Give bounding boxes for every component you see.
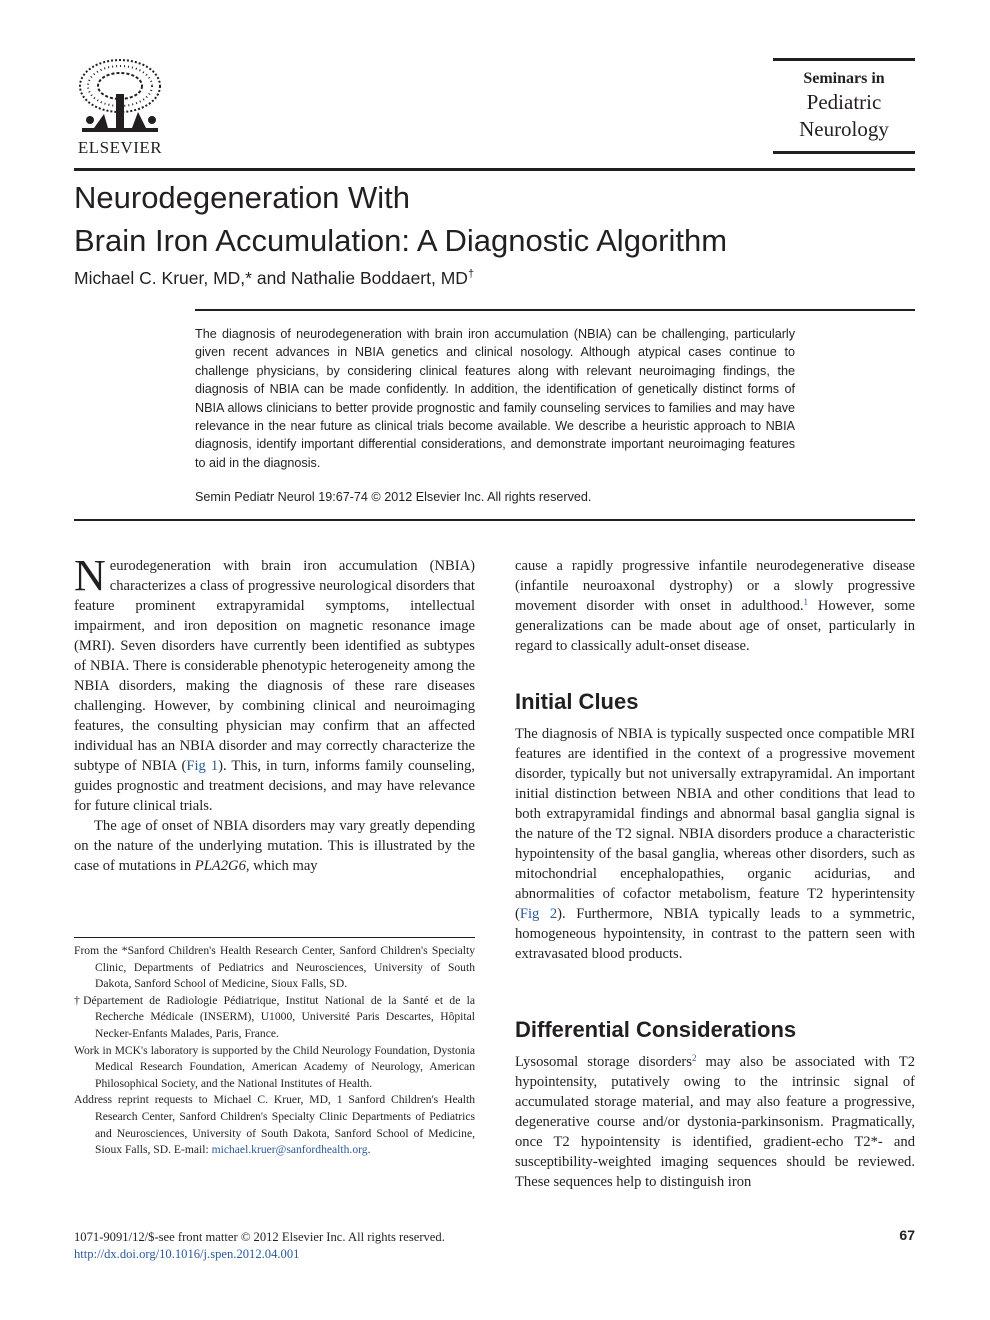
- abstract-top-rule: [195, 309, 915, 311]
- author-2: and Nathalie Boddaert, MD: [251, 268, 468, 288]
- journal-name-line2: Pediatric: [806, 90, 882, 114]
- author-2-affiliation-mark: †: [467, 268, 475, 281]
- intro-text: eurodegeneration with brain iron accumulation (NBIA) characterizes a class of progressive neurological disorders that feature prominent extrapyramidal symptoms, intellectual impairment, and iron deposition on magnetic resonance image (MRI). Seven disorders have currently been identified as subtypes of NBIA. There is considerable phenotypic heterogeneity among the NBIA disorders, making the diagnosis of these rare diseases challenging. However, by combining clinical and neuroimaging features, the consulting physician may confirm that an affected individual has an NBIA disorder and may correctly characterize the subtype of NBIA (: [74, 558, 475, 774]
- author-1-affiliation-mark: *: [245, 268, 252, 288]
- differential-text-end: may also be associated with T2 hypointensity, putatively owing to the intrinsic signal of accumulated storage material, and may also feature a progressive, degenerative course and/or dystonia-parkinsonism. Pragmatically, once T2 hypointensity is identified, gradient-echo T2*- and susceptibility-weighted imaging sequences should be reviewed. These sequences help to distinguish iron: [515, 1054, 915, 1190]
- abstract-bottom-rule: [74, 519, 915, 521]
- title-line1: Neurodegeneration With: [74, 180, 411, 215]
- journal-masthead: [773, 58, 915, 154]
- body-left-column: [74, 551, 476, 876]
- initial-clues-paragraph: [515, 724, 915, 964]
- journal-name-line3: Neurology: [799, 117, 889, 141]
- intro-text-end: ). This, in turn, informs family counseling, guides prognostic and treatment decisions, and may have relevance for future clinical trials.: [74, 758, 476, 814]
- issn-line: 1071-9091/12/$-see front matter © 2012 Elsevier Inc. All rights reserved.: [74, 1230, 445, 1244]
- article-title: [74, 176, 727, 262]
- author-1: Michael C. Kruer, MD,: [74, 268, 246, 288]
- doi-link[interactable]: http://dx.doi.org/10.1016/j.spen.2012.04.001: [74, 1247, 300, 1261]
- footnote-affiliation-1: From the *Sanford Children's Health Research Center, Sanford Children's Specialty Clinic, Departments of Pediatrics and Neurosciences, University of South Dakota, Sanford School of Medicine, Sioux Falls, SD.: [74, 944, 475, 991]
- differential-section: [515, 1052, 915, 1192]
- header-rule: [74, 168, 915, 171]
- fig1-link[interactable]: Fig 1: [186, 758, 219, 774]
- onset-paragraph: [74, 816, 475, 876]
- gene-name: PLA2G6: [194, 858, 246, 874]
- reference-1-link[interactable]: 1: [803, 597, 809, 607]
- section-heading-differential: Differential Considerations: [515, 1017, 797, 1042]
- continuation-paragraph: [515, 556, 915, 656]
- abstract-text: The diagnosis of neurodegeneration with brain iron accumulation (NBIA) can be challenging, particularly given recent advances in NBIA genetics and clinical nosology. Although atypical cases continue to challenge physicians, by considering clinical features along with relevant neuroimaging findings, the diagnosis of NBIA can be made confidently. In addition, the identification of genetically distinct forms of NBIA allows clinicians to better provide prognostic and family counseling services to families and may have relevance in the near future as clinical trials become available. We describe a heuristic approach to NBIA diagnosis, identify important differential considerations, and demonstrate important neuroimaging features to aid in the diagnosis.: [195, 327, 795, 470]
- journal-name-line1: Seminars in: [803, 70, 885, 87]
- footnote-affiliation-2: †Département de Radiologie Pédiatrique, Institut National de la Santé et de la Recherche Médicale (INSERM), U1000, Université Paris Descartes, Hôpital Necker-Enfants Malades, Paris, France.: [74, 993, 475, 1040]
- abstract-citation: Semin Pediatr Neurol 19:67-74 © 2012 Elsevier Inc. All rights reserved.: [195, 490, 592, 504]
- title-line2: Brain Iron Accumulation: A Diagnostic Algorithm: [74, 223, 728, 258]
- onset-text-end: , which may: [245, 858, 318, 874]
- initial-clues-section: [515, 724, 915, 964]
- page-number: 67: [899, 1227, 915, 1243]
- tree-icon: [74, 58, 166, 138]
- footnotes: [74, 943, 475, 1159]
- section-heading-initial-clues: Initial Clues: [515, 689, 639, 714]
- email-link[interactable]: michael.kruer@sanfordhealth.org: [211, 1143, 368, 1157]
- publisher-name: ELSEVIER: [77, 138, 163, 157]
- continuation-text-end: However, some generalizations can be made about age of onset, particularly in regard to classically adult-onset disease.: [515, 598, 915, 654]
- correspondence-text: Address reprint requests to Michael C. Kruer, MD, 1 Sanford Children's Health Research Center, Sanford Children's Specialty Clinic Departments of Pediatrics and Neurosciences, University of South Dakota, Sanford School of Medicine, Sioux Falls, SD. E-mail:: [74, 1093, 475, 1157]
- page-footer: [74, 1229, 445, 1263]
- differential-paragraph: [515, 1052, 915, 1192]
- fig2-link[interactable]: Fig 2: [519, 906, 558, 922]
- initial-clues-text: The diagnosis of NBIA is typically suspected once compatible MRI features are identified in the context of a progressive movement disorder, typically but not universally extrapyramidal. An important initial distinction between NBIA and other conditions that lead to both extrapyramidal findings and abnormal basal ganglia signal is the nature of the T2 signal. NBIA disorders produce a characteristic hypointensity of the basal ganglia, whereas other disorders, such as mitochondrial encephalopathies, organic acidurias, and abnormalities of cofactor metabolism, feature T2 hyperintensity (: [515, 726, 915, 922]
- correspondence-end: .: [367, 1143, 371, 1157]
- author-list: [74, 268, 474, 289]
- initial-clues-text-end: ). Furthermore, NBIA typically leads to a symmetric, homogeneous hypointensity, in contrast to the pattern seen with extravasated blood products.: [515, 906, 915, 962]
- drop-cap: N: [74, 551, 106, 600]
- continuation-text: cause a rapidly progressive infantile neurodegenerative disease (infantile neuroaxonal dystrophy) or a slowly progressive movement disorder with onset in adulthood.: [515, 558, 915, 614]
- body-right-column-top: [515, 556, 915, 656]
- footnote-rule: [74, 937, 475, 938]
- intro-paragraph: [74, 551, 476, 816]
- differential-text: Lysosomal storage disorders: [515, 1054, 692, 1070]
- reference-2-link[interactable]: 2: [691, 1053, 697, 1063]
- onset-text: The age of onset of NBIA disorders may vary greatly depending on the nature of the underlying mutation. This is illustrated by the case of mutations in: [74, 818, 475, 874]
- footnote-correspondence: [74, 1092, 475, 1158]
- footnote-funding: Work in MCK's laboratory is supported by the Child Neurology Foundation, Dystonia Medical Research Foundation, American Academy of Neurology, American Philosophical Society, and the National Institutes of Health.: [74, 1043, 475, 1090]
